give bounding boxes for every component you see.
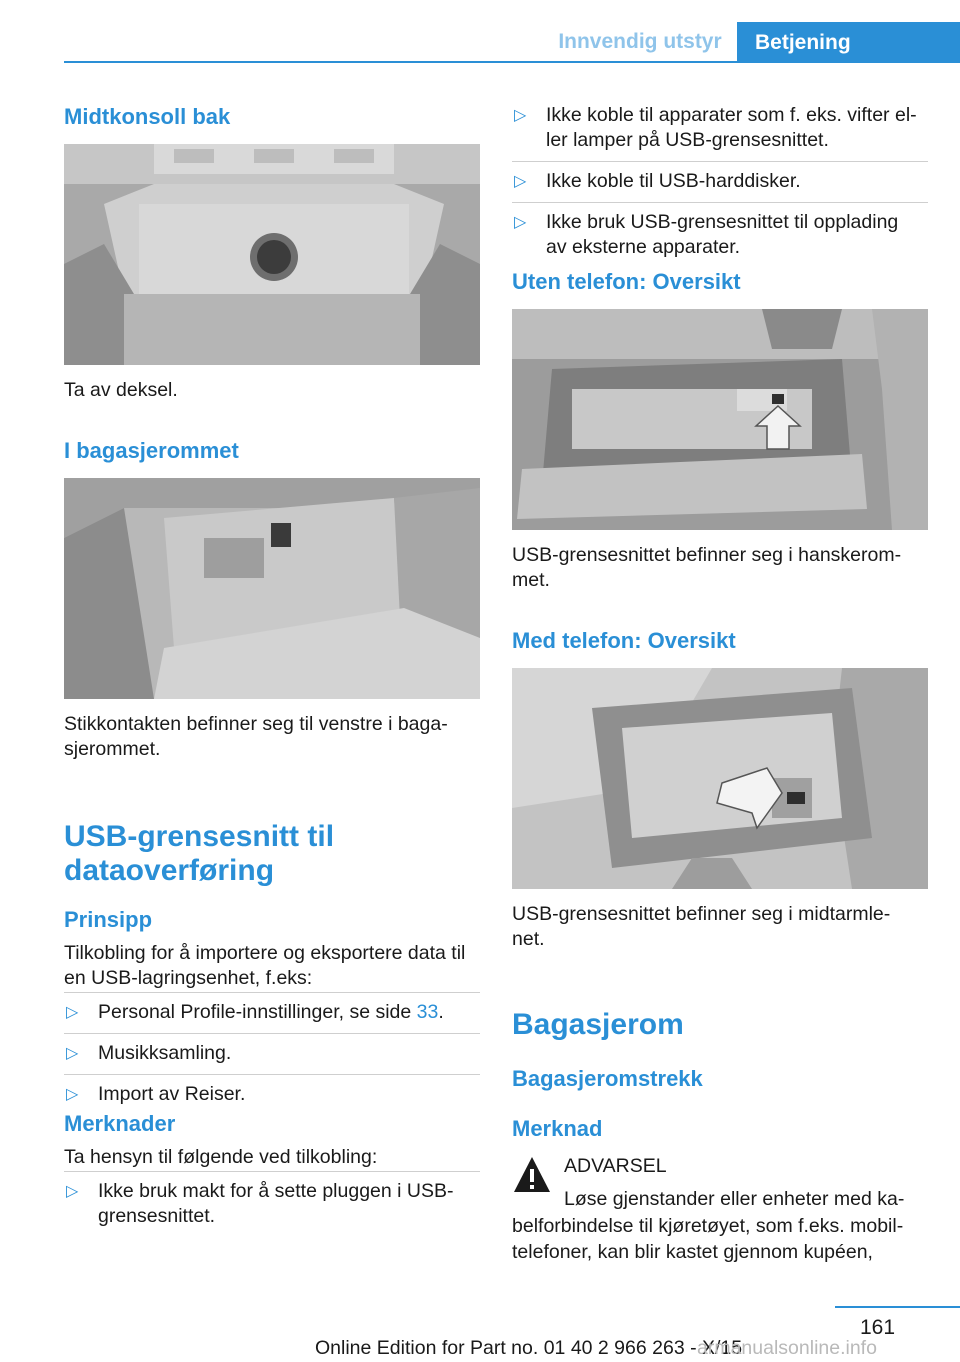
list-item-line2: grensesnittet. [98,1205,216,1227]
list-item [64,1034,480,1074]
edition-text: Online Edition for Part no. 01 40 2 966 263 - X/15 [315,1337,743,1359]
heading-no-phone: Uten telefon: Oversikt [512,269,741,294]
list-item [512,100,928,161]
triangle-bullet-icon: ▷ [66,1183,79,1200]
caption-no-phone-line2: met. [512,569,550,591]
principle-text-line2: en USB-lagringsenhet, f.eks: [64,967,313,989]
heading-notes: Merknader [64,1111,176,1136]
heading-trunk-straps: Bagasjeromstrekk [512,1066,703,1091]
caption-trunk [64,712,480,762]
warning-line1: Løse gjenstander eller enheter med ka- [564,1188,905,1210]
footer-rule [835,1306,960,1308]
triangle-bullet-icon: ▷ [514,173,527,190]
triangle-bullet-icon: ▷ [514,107,527,124]
heading-trunk: I bagasjerommet [64,438,239,463]
triangle-bullet-icon: ▷ [66,1045,79,1062]
heading-usb [64,820,334,888]
heading-usb-line2: dataoverføring [64,854,275,887]
armrest-photo [512,668,928,889]
list-item [64,993,480,1033]
triangle-bullet-icon: ▷ [514,214,527,231]
list-item-suffix: . [438,1001,444,1023]
warning-line2: belforbindelse til kjøretøyet, som f.eks. mobil- [512,1215,904,1237]
notes-text: Ta hensyn til følgende ved tilkobling: [64,1146,378,1168]
rear-console-photo [64,144,480,365]
header-rule [64,61,960,63]
caption-trunk-line1: Stikkontakten befinner seg til venstre i baga- [64,713,448,735]
trunk-photo [64,478,480,699]
list-item-line1: Ikke koble til USB-harddisker. [546,170,801,192]
triangle-bullet-icon: ▷ [66,1086,79,1103]
list-item [512,203,928,260]
caption-trunk-line2: sjerommet. [64,738,161,760]
list-item-line1: Ikke bruk makt for å sette pluggen i USB- [98,1180,454,1202]
caption-no-phone-line1: USB-grensesnittet befinner seg i hanskerom- [512,544,902,566]
caption-rear-console: Ta av deksel. [64,379,178,401]
heading-note: Merknad [512,1116,603,1141]
caption-no-phone [512,543,932,593]
principle-text [64,941,484,991]
list-item [64,1172,480,1229]
caption-with-phone [512,902,932,952]
heading-principle: Prinsipp [64,907,153,932]
triangle-bullet-icon: ▷ [66,1004,79,1021]
list-item-line1: Ikke bruk USB-grensesnittet til opplading [546,211,899,233]
principle-text-line1: Tilkobling for å importere og eksportere data til [64,942,466,964]
principle-bullet-list [64,992,480,1115]
list-item-text: Musikksamling. [98,1042,232,1064]
heading-usb-line1: USB-grensesnitt til [64,820,335,853]
watermark: armanualsonline.info [697,1337,877,1359]
notes-bullet-list [64,1171,480,1229]
header-active-tab[interactable]: Betjening [737,22,960,63]
warning-line3: telefoner, kan blir kastet gjennom kupéen, [512,1241,873,1263]
heading-rear-console: Midtkonsoll bak [64,104,231,129]
heading-with-phone: Med telefon: Oversikt [512,628,736,653]
list-item-text: Import av Reiser. [98,1083,246,1105]
usb-rules-bullet-list [512,100,928,260]
page-number: 161 [860,1316,896,1339]
header-section-tab[interactable]: Innvendig utstyr [558,29,722,53]
glovebox-photo [512,309,928,530]
page-link[interactable]: 33 [416,1001,439,1023]
heading-trunk-big: Bagasjerom [512,1008,684,1041]
list-item-line1: Ikke koble til apparater som f. eks. vifter el- [546,104,917,126]
caption-with-phone-line2: net. [512,928,545,950]
list-item [512,162,928,202]
list-item-text: Personal Profile-innstillinger, se side [98,1001,417,1023]
list-item [64,1075,480,1115]
warning-triangle-icon [512,1154,552,1198]
caption-with-phone-line1: USB-grensesnittet befinner seg i midtarmle- [512,903,891,925]
warning-title: ADVARSEL [564,1155,667,1177]
list-item-line2: av eksterne apparater. [546,236,741,258]
list-item-line2: ler lamper på USB-grensesnittet. [546,129,829,151]
